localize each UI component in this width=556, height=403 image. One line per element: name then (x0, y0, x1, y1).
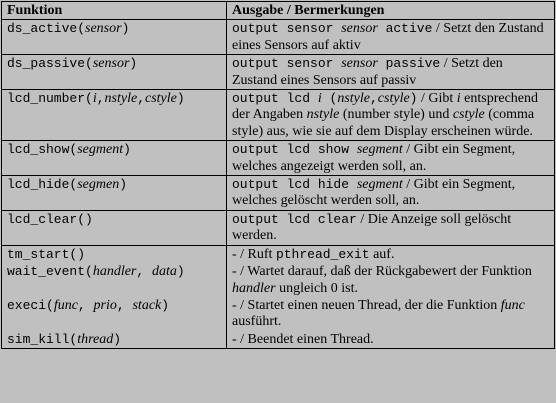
table-row (2, 210, 555, 245)
text-segment: ) (409, 91, 418, 107)
remark-cell (227, 20, 555, 55)
text-segment: func (500, 297, 525, 313)
text-segment: wait_event( (7, 264, 93, 280)
text-segment: ) (123, 142, 131, 158)
text-segment: / Gibt (417, 91, 457, 107)
text-segment: entsprechend der Angaben (232, 91, 539, 123)
text-segment: - / Startet einen neuen Thread, der die Funktion (232, 297, 501, 313)
function-cell (2, 297, 227, 331)
table-row (2, 90, 555, 141)
text-segment: segmen (77, 177, 120, 193)
text-segment: active (377, 21, 433, 37)
text-segment: sensor (92, 56, 130, 72)
text-segment: ds_active( (7, 21, 86, 37)
text-segment: / Setzt den Zustand eines Sensors auf passiv (232, 56, 503, 88)
text-segment: lcd_number( (7, 91, 93, 107)
text-segment: (number style) und (339, 107, 453, 123)
table-row (2, 331, 555, 349)
text-segment: lcd_clear() (7, 211, 93, 227)
remark-cell (227, 176, 555, 211)
text-segment: / Setzt den Zustand eines Sensors auf aktiv (232, 21, 544, 53)
table-header-row (2, 2, 555, 20)
text-segment: / Die Anzeige soll gelöscht werden. (232, 211, 512, 244)
text-segment: / Gibt ein Segment, welches angezeigt werden soll, an. (232, 142, 516, 174)
text-segment: output sensor (232, 21, 342, 37)
text-segment: lcd_hide( (7, 177, 78, 193)
remark-cell (227, 55, 555, 90)
text-segment: i (456, 91, 461, 107)
text-segment: - / Wartet darauf, daß der Rückgabewert der Funktion (232, 264, 532, 280)
text-segment: passive (377, 56, 441, 72)
text-segment: sensor (85, 21, 122, 37)
text-segment: ausführt. (232, 314, 282, 330)
text-segment: handler (232, 280, 276, 296)
remark-cell (227, 263, 555, 297)
text-segment: sensor (341, 56, 378, 72)
function-cell (2, 90, 227, 141)
text-segment: segment (356, 142, 403, 158)
text-segment: output lcd show (232, 142, 357, 158)
text-segment: ds_passive( (7, 56, 93, 72)
text-segment: stack (132, 297, 162, 313)
text-segment: execi( (7, 297, 54, 313)
text-segment: ) (113, 331, 122, 347)
text-segment: ( (321, 91, 338, 107)
remark-cell (227, 141, 555, 176)
function-cell (2, 263, 227, 297)
table-row (2, 141, 555, 176)
text-segment: output sensor (232, 56, 342, 72)
text-segment: , (96, 91, 105, 107)
function-cell (2, 141, 227, 176)
remark-cell (227, 297, 555, 331)
table-body (2, 20, 555, 349)
table-row (2, 55, 555, 90)
text-segment: nstyle (104, 91, 138, 107)
text-segment: auf. (369, 246, 395, 262)
text-segment: ) (119, 177, 128, 193)
text-segment: data (152, 264, 177, 280)
text-segment: , (116, 297, 133, 313)
text-segment: thread (77, 331, 114, 347)
table-row (2, 176, 555, 211)
function-cell (2, 245, 227, 263)
text-segment: ) (121, 21, 130, 37)
text-segment: func (53, 297, 78, 313)
text-segment: segment (77, 142, 124, 158)
text-segment: ungleich 0 ist. (275, 280, 358, 296)
text-segment: cstyle (145, 91, 177, 107)
text-segment: nstyle (337, 91, 370, 107)
text-segment: output lcd (232, 91, 318, 107)
table-row (2, 263, 555, 297)
text-segment: ) (161, 297, 170, 313)
header-ausgabe: Ausgabe / Bermerkungen (227, 2, 555, 20)
function-cell (2, 331, 227, 349)
text-segment: prio (93, 297, 117, 313)
text-segment: i (317, 91, 322, 107)
text-segment: output lcd clear (232, 211, 357, 227)
text-segment: - / Ruft (232, 246, 276, 262)
text-segment: , (77, 297, 94, 313)
table-row (2, 297, 555, 331)
text-segment: i (92, 91, 97, 107)
function-cell (2, 176, 227, 211)
text-segment: , (137, 91, 145, 107)
text-segment: cstyle (452, 107, 485, 123)
text-segment: , (136, 264, 152, 280)
text-segment: , (369, 91, 378, 107)
remark-cell (227, 210, 555, 245)
table-row (2, 245, 555, 263)
text-segment: ) (129, 56, 138, 72)
text-segment: handler (92, 264, 137, 280)
remark-cell (227, 245, 555, 263)
text-segment: (comma style) aus, wie sie auf dem Display erscheinen würde. (232, 107, 535, 139)
text-segment: tm_start() (7, 246, 86, 262)
function-cell (2, 55, 227, 90)
text-segment: output lcd hide (232, 177, 357, 193)
text-segment: sim_kill( (7, 331, 78, 347)
remark-cell (227, 90, 555, 141)
text-segment: lcd_show( (7, 142, 78, 158)
text-segment: ) (176, 264, 185, 280)
function-cell (2, 20, 227, 55)
text-segment: sensor (341, 21, 378, 37)
text-segment: / Gibt ein Segment, welches gelöscht werden soll, an. (232, 177, 516, 209)
remark-cell (227, 331, 555, 349)
text-segment: pthread_exit (275, 246, 370, 262)
text-segment: nstyle (306, 107, 340, 123)
text-segment: cstyle (377, 91, 410, 107)
text-segment: ) (176, 91, 185, 107)
function-cell (2, 210, 227, 245)
function-table (1, 1, 555, 349)
table-row (2, 20, 555, 55)
text-segment: segment (356, 177, 403, 193)
text-segment: - / Beendet einen Thread. (232, 331, 374, 347)
header-funktion: Funktion (2, 2, 227, 20)
